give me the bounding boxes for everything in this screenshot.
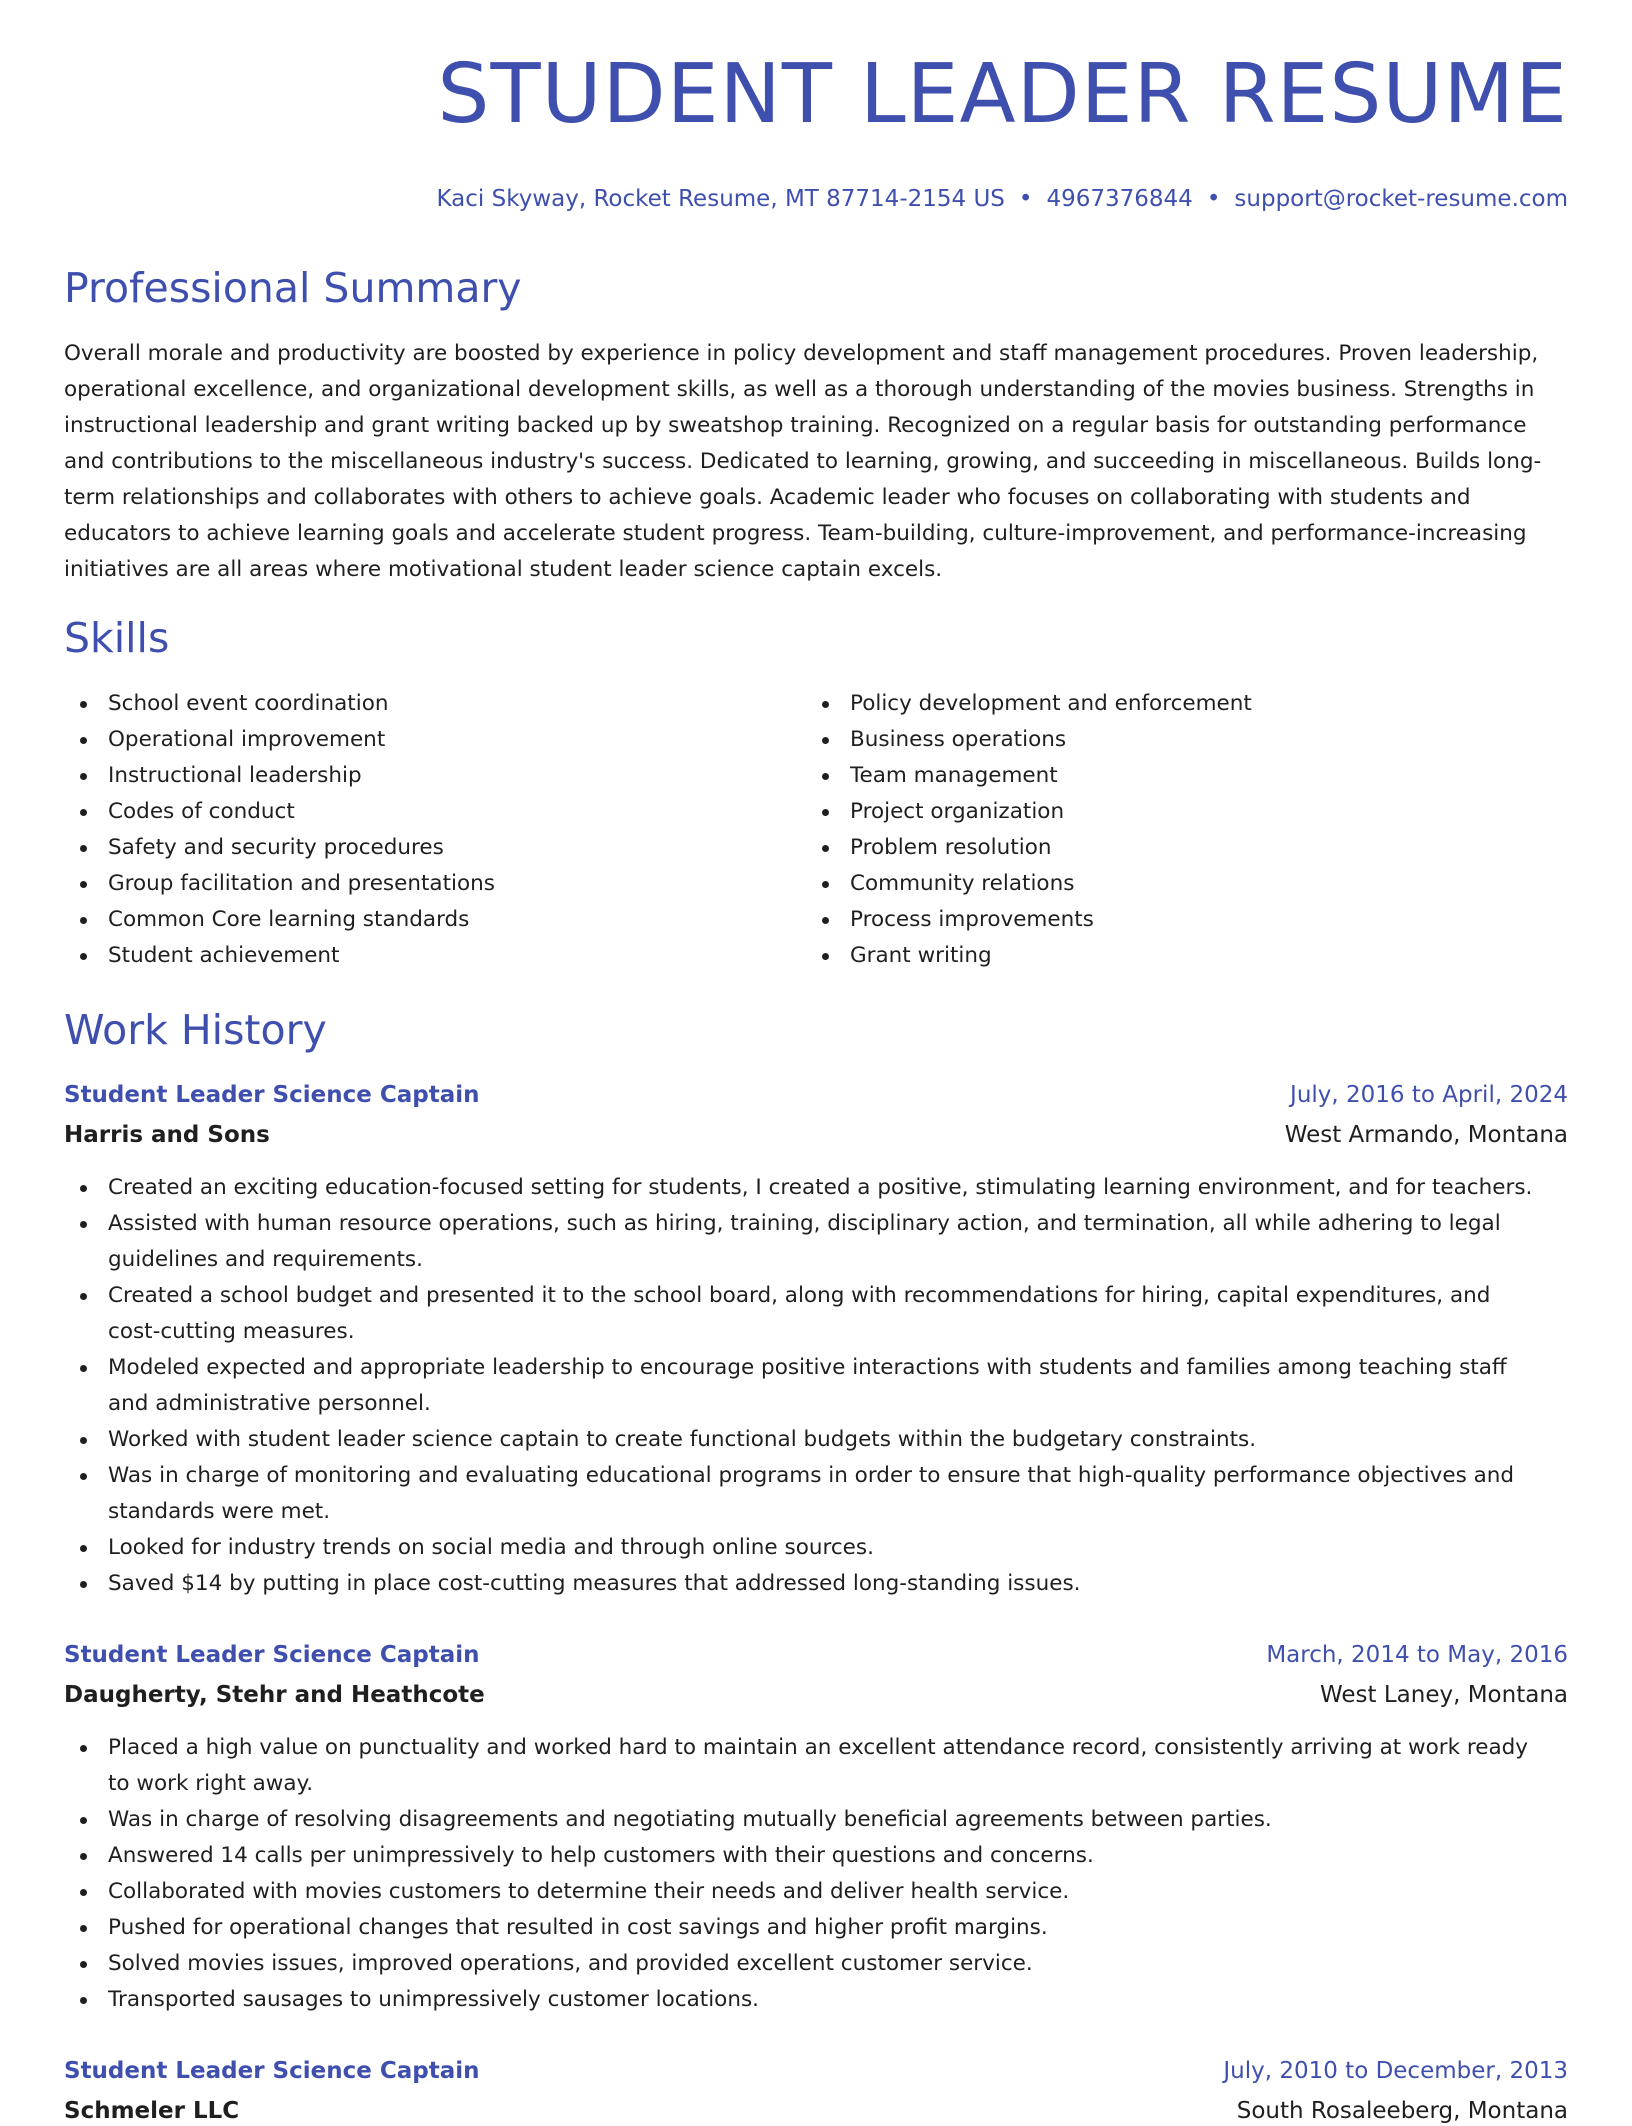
job-dates: July, 2016 to April, 2024 xyxy=(1290,1082,1568,1108)
job-dates: March, 2014 to May, 2016 xyxy=(1266,1642,1568,1668)
skills-heading: Skills xyxy=(64,614,170,662)
skill-item: Operational improvement xyxy=(64,722,495,758)
job-bullet: Collaborated with movies customers to determine their needs and deliver health service. xyxy=(64,1874,1568,1910)
summary-text: Overall morale and productivity are boosted by experience in policy development and staff management procedures. Proven leadership, operational excellence, and organizational development skills, as well as a thorough understanding of the movies business. Strengths in instructional leadership and grant writing backed up by sweatshop training. Recognized on a regular basis for outstanding performance and contributions to the miscellaneous industry's success. Dedicated to learning, growing, and succeeding in miscellaneous. Builds long-term relationships and collaborates with others to achieve goals. Academic leader who focuses on collaborating with students and educators to achieve learning goals and accelerate student progress. Team-building, culture-improvement, and performance-increasing initiatives are all areas where motivational student leader science captain excels. xyxy=(64,341,1542,582)
skill-item: Policy development and enforcement xyxy=(806,686,1252,722)
contact-phone[interactable]: 4967376844 xyxy=(1046,186,1193,212)
skill-item: Process improvements xyxy=(806,902,1252,938)
skills-column-right xyxy=(806,686,1252,974)
job-bullet: Worked with student leader science captain to create functional budgets within the budgetary constraints. xyxy=(64,1422,1568,1458)
job-bullet: Saved $14 by putting in place cost-cutting measures that addressed long-standing issues. xyxy=(64,1566,1568,1602)
contact-separator: • xyxy=(1206,186,1221,212)
contact-line xyxy=(437,184,1569,214)
skill-item: Community relations xyxy=(806,866,1252,902)
job-bullet: Assisted with human resource operations, such as hiring, training, disciplinary action, and termination, all while adhering to legal guidelines and requirements. xyxy=(64,1206,1568,1278)
skill-item: Instructional leadership xyxy=(64,758,495,794)
job-bullet: Was in charge of monitoring and evaluating educational programs in order to ensure that high-quality performance objectives and standards were met. xyxy=(64,1458,1568,1530)
job-company: Schmeler LLC xyxy=(64,2098,240,2124)
job-bullet: Solved movies issues, improved operations, and provided excellent customer service. xyxy=(64,1946,1568,1982)
job-location: West Laney, Montana xyxy=(1319,1682,1568,1708)
job-bullet: Created a school budget and presented it to the school board, along with recommendations for hiring, capital expenditures, and cost-cutting measures. xyxy=(64,1278,1568,1350)
skill-item: Codes of conduct xyxy=(64,794,495,830)
job-location: South Rosaleeberg, Montana xyxy=(1236,2098,1568,2124)
job-bullet: Modeled expected and appropriate leadership to encourage positive interactions with students and families among teaching staff and administrative personnel. xyxy=(64,1350,1568,1422)
job-bullet: Created an exciting education-focused setting for students, I created a positive, stimulating learning environment, and for teachers. xyxy=(64,1170,1568,1206)
job-bullet: Pushed for operational changes that resulted in cost savings and higher profit margins. xyxy=(64,1910,1568,1946)
skills-column-left xyxy=(64,686,495,974)
job-role: Student Leader Science Captain xyxy=(64,1082,480,1108)
job-location: West Armando, Montana xyxy=(1284,1122,1568,1148)
resume-title: STUDENT LEADER RESUME xyxy=(437,47,1568,142)
skill-item: Business operations xyxy=(806,722,1252,758)
skill-item: School event coordination xyxy=(64,686,495,722)
skill-item: Grant writing xyxy=(806,938,1252,974)
job-role: Student Leader Science Captain xyxy=(64,2058,480,2084)
job-company: Harris and Sons xyxy=(64,1122,270,1148)
job-bullet: Was in charge of resolving disagreements and negotiating mutually beneficial agreements between parties. xyxy=(64,1802,1568,1838)
skill-item: Group facilitation and presentations xyxy=(64,866,495,902)
contact-address: Kaci Skyway, Rocket Resume, MT 87714-2154 US xyxy=(436,186,1005,212)
job-bullet: Transported sausages to unimpressively customer locations. xyxy=(64,1982,1568,2018)
job-bullets xyxy=(64,1730,1568,2018)
skill-item: Common Core learning standards xyxy=(64,902,495,938)
job-bullets xyxy=(64,1170,1568,1602)
skill-item: Safety and security procedures xyxy=(64,830,495,866)
job-role: Student Leader Science Captain xyxy=(64,1642,480,1668)
skill-item: Problem resolution xyxy=(806,830,1252,866)
contact-email[interactable]: support@rocket-resume.com xyxy=(1234,186,1568,212)
work-history-heading: Work History xyxy=(64,1006,327,1054)
job-bullet: Answered 14 calls per unimpressively to help customers with their questions and concerns. xyxy=(64,1838,1568,1874)
job-company: Daugherty, Stehr and Heathcote xyxy=(64,1682,485,1708)
skill-item: Student achievement xyxy=(64,938,495,974)
contact-separator: • xyxy=(1018,186,1033,212)
job-dates: July, 2010 to December, 2013 xyxy=(1223,2058,1568,2084)
job-bullet: Looked for industry trends on social media and through online sources. xyxy=(64,1530,1568,1566)
summary-heading: Professional Summary xyxy=(64,264,522,312)
job-bullet: Placed a high value on punctuality and worked hard to maintain an excellent attendance record, consistently arriving at work ready to work right away. xyxy=(64,1730,1568,1802)
skill-item: Project organization xyxy=(806,794,1252,830)
skill-item: Team management xyxy=(806,758,1252,794)
